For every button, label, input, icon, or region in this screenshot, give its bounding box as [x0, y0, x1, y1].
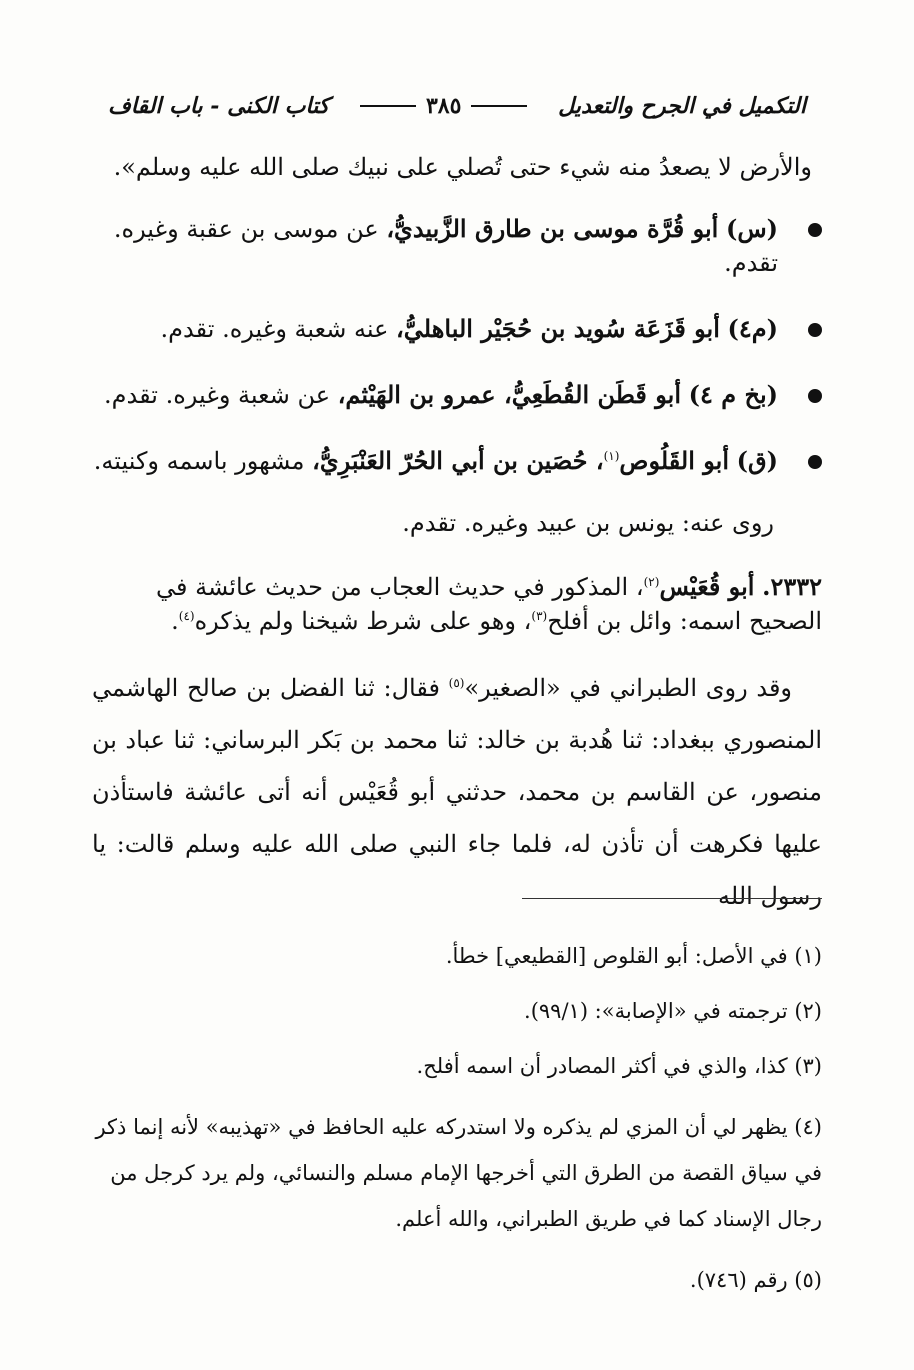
footnote-ref[interactable]: (٢): [643, 575, 660, 589]
main-text: [92, 150, 822, 936]
running-header: [108, 86, 806, 126]
header-section: كتاب الكنى - باب القاف: [108, 93, 330, 119]
narrator-note: عن شعبة وغيره. تقدم.: [104, 381, 338, 409]
narrator-code: (م٤): [727, 314, 778, 343]
narrator-code: (ق): [736, 446, 778, 475]
page-number: ٣٨٥: [425, 93, 462, 119]
narrator-name: أبو قَزَعَة سُويد بن حُجَيْر الباهليُّ،: [396, 314, 720, 343]
narrator-note: مشهور باسمه وكنيته.: [93, 447, 313, 475]
entry-text: ، وهو على شرط شيخنا ولم يذكره: [194, 607, 532, 635]
entry-name: أبو قُعَيْس: [659, 572, 755, 601]
body-paragraph: [92, 662, 822, 922]
paragraph-text: وقد روى الطبراني في «الصغير»: [464, 674, 792, 702]
footnote-1: (١) في الأصل: أبو القلوص [القطيعي] خطأ.: [445, 944, 822, 968]
footnote-ref[interactable]: (٣): [531, 609, 548, 623]
footnote-divider: [522, 898, 822, 899]
paragraph-text: فقال: ثنا الفضل بن صالح الهاشمي المنصوري ببغداد: ثنا هُدبة بن خالد: ثنا محمد بن بَكر البرساني: ثنا عباد بن منصور، عن القاسم بن محمد، حدثني أبو قُعَيْس أنه أتى عائشة فاستأذن عليها فكرهت أن تأذن له، فلما جاء النبي صلى الله عليه وسلم قالت: يا رسول الله: [92, 674, 822, 910]
narrator-name: أبو قَطَن القُطَعِيُّ، عمرو بن الهَيْثم،: [337, 380, 681, 409]
entry-text: .: [171, 607, 179, 635]
footnote-5: (٥) رقم (٧٤٦).: [689, 1268, 822, 1292]
list-item: [92, 378, 822, 412]
narrator-list: [92, 212, 822, 478]
footnote-ref[interactable]: (٤): [178, 609, 195, 623]
entry-text: ، المذكور في حديث العجاب من حديث عائشة في الصحيح اسمه: وائل بن أفلح: [155, 573, 822, 635]
narrator-name: أبو القَلُوص: [619, 446, 730, 475]
footnote-4: (٤) يظهر لي أن المزي لم يذكره ولا استدركه عليه الحافظ في «تهذيبه» لأنه إنما ذكر في سياق القصة من الطرق التي أخرجها الإمام مسلم والنسائي، ولم يرد كرجل من رجال الإسناد كما في طريق الطبراني، والله أعلم.: [95, 1115, 822, 1231]
bullet-icon: [808, 323, 822, 337]
entry-2332: [92, 570, 822, 638]
narrator-code: (بخ م ٤): [688, 380, 778, 409]
header-book-title: التكميل في الجرح والتعديل: [558, 93, 806, 119]
footnote-3: (٣) كذا، والذي في أكثر المصادر أن اسمه أفلح.: [416, 1054, 822, 1078]
narrator-note: عنه شعبة وغيره. تقدم.: [160, 315, 397, 343]
footnote-ref[interactable]: (٥): [448, 676, 465, 690]
footnote-ref[interactable]: (١): [603, 449, 620, 463]
header-page-number-group: [360, 93, 527, 119]
narrator-name: أبو قُرَّة موسى بن طارق الزَّبيديُّ،: [386, 214, 719, 243]
narrator-note: عن موسى بن عقبة وغيره. تقدم.: [113, 215, 778, 277]
header-dash-left: [360, 105, 416, 107]
bullet-icon: [808, 389, 822, 403]
narrated-by-line: روى عنه: يونس بن عبيد وغيره. تقدم.: [402, 509, 774, 537]
continuation-line: والأرض لا يصعدُ منه شيء حتى تُصلي على نبيك صلى الله عليه وسلم».: [113, 153, 812, 181]
narrator-code: (س): [725, 214, 778, 243]
list-item: [92, 444, 822, 478]
bullet-icon: [808, 455, 822, 469]
footnotes: [92, 918, 822, 1311]
bullet-icon: [808, 223, 822, 237]
list-item: [92, 212, 822, 280]
header-dash-right: [471, 105, 527, 107]
narrator-name-2: ، حُصَين بن أبي الحُرّ العَنْبَرِيُّ،: [312, 446, 604, 475]
footnote-2: (٢) ترجمته في «الإصابة»: (٩٩/١).: [524, 999, 822, 1023]
entry-number: ٢٣٣٢.: [762, 572, 822, 601]
list-item: [92, 312, 822, 346]
